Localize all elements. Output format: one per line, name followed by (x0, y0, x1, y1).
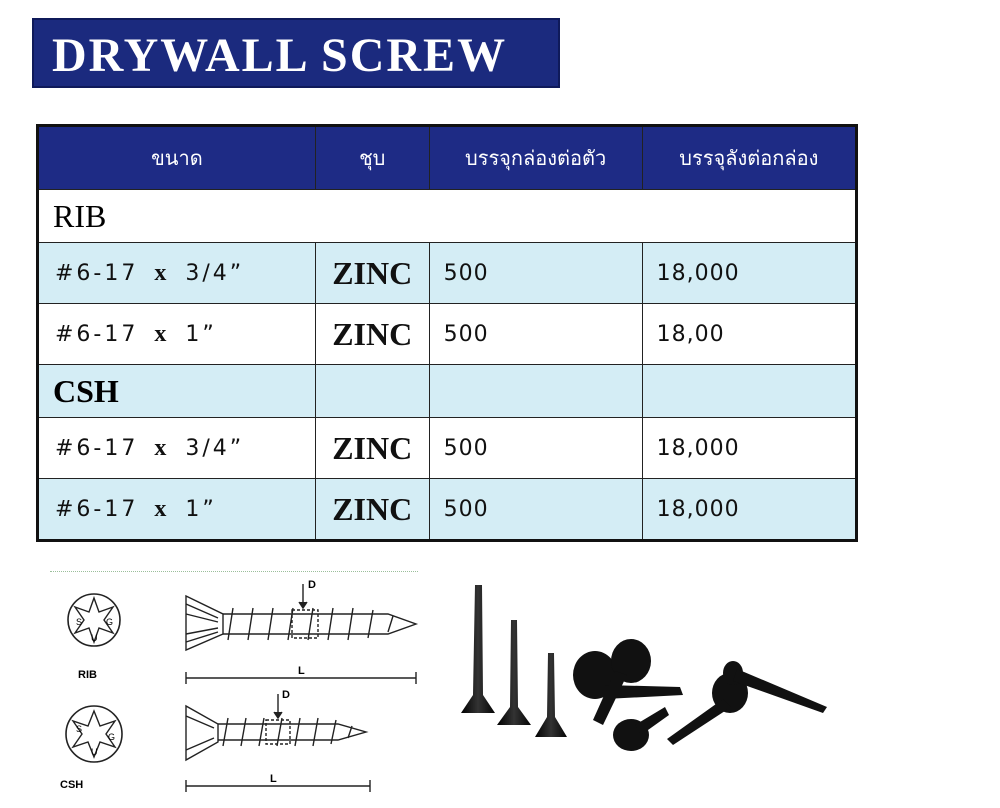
csh-dim-l: L (270, 773, 277, 785)
rib-head-u: U (91, 633, 98, 643)
csh-label: CSH (60, 779, 84, 791)
size-x: x (154, 320, 170, 347)
csh-head-u: U (91, 747, 98, 757)
csh-screw-diagram (186, 694, 370, 792)
screw-1 (461, 585, 495, 713)
size-x: x (154, 495, 170, 522)
screw-6 (613, 707, 669, 751)
title-banner (32, 18, 560, 88)
divider (50, 571, 418, 572)
table-header-row (38, 126, 857, 190)
table-row (38, 479, 857, 541)
table-row (38, 418, 857, 479)
section-label-rib: RIB (38, 190, 857, 243)
header-finish: ชุบ (315, 126, 429, 190)
rib-dim-d: D (308, 579, 316, 591)
size-gauge: #6-17 (55, 260, 139, 286)
finish-cell: ZINC (315, 479, 429, 541)
box-qty-cell: 500 (429, 479, 642, 541)
screw-photo (455, 575, 835, 755)
empty-cell (315, 365, 429, 418)
csh-head-s: S (76, 724, 83, 734)
table-row (38, 243, 857, 304)
size-length: 1” (185, 321, 217, 347)
carton-qty-cell: 18,00 (642, 304, 856, 365)
table-row (38, 304, 857, 365)
empty-cell (642, 365, 856, 418)
section-label-csh: CSH (38, 365, 316, 418)
carton-qty-cell: 18,000 (642, 479, 856, 541)
rib-head-g: G (106, 617, 114, 627)
size-cell (38, 479, 316, 541)
header-size: ขนาด (38, 126, 316, 190)
size-length: 3/4” (185, 435, 245, 461)
rib-dim-l: L (298, 665, 305, 677)
carton-qty-cell: 18,000 (642, 243, 856, 304)
size-cell (38, 304, 316, 365)
rib-head-s: S (76, 617, 83, 627)
screw-2 (497, 620, 531, 725)
size-cell (38, 418, 316, 479)
box-qty-cell: 500 (429, 418, 642, 479)
size-x: x (154, 434, 170, 461)
csh-dim-d: D (282, 689, 290, 701)
size-length: 3/4” (185, 260, 245, 286)
box-qty-cell: 500 (429, 243, 642, 304)
rib-head-diagram (68, 594, 120, 681)
box-qty-cell: 500 (429, 304, 642, 365)
finish-cell: ZINC (315, 243, 429, 304)
section-row-rib (38, 190, 857, 243)
size-length: 1” (185, 496, 217, 522)
size-gauge: #6-17 (55, 321, 139, 347)
page-title: DRYWALL SCREW (52, 29, 508, 82)
size-cell (38, 243, 316, 304)
finish-cell: ZINC (315, 418, 429, 479)
size-gauge: #6-17 (55, 435, 139, 461)
csh-head-diagram (60, 706, 122, 791)
screw-3 (535, 653, 567, 737)
header-box-qty: บรรจุกล่องต่อตัว (429, 126, 642, 190)
screw-diagrams (48, 574, 428, 804)
csh-head-g: G (108, 732, 116, 742)
section-row-csh (38, 365, 857, 418)
spec-table (36, 124, 858, 542)
size-gauge: #6-17 (55, 496, 139, 522)
finish-cell: ZINC (315, 304, 429, 365)
size-x: x (154, 259, 170, 286)
empty-cell (429, 365, 642, 418)
carton-qty-cell: 18,000 (642, 418, 856, 479)
rib-label: RIB (78, 669, 97, 681)
header-carton-qty: บรรจุลังต่อกล่อง (642, 126, 856, 190)
